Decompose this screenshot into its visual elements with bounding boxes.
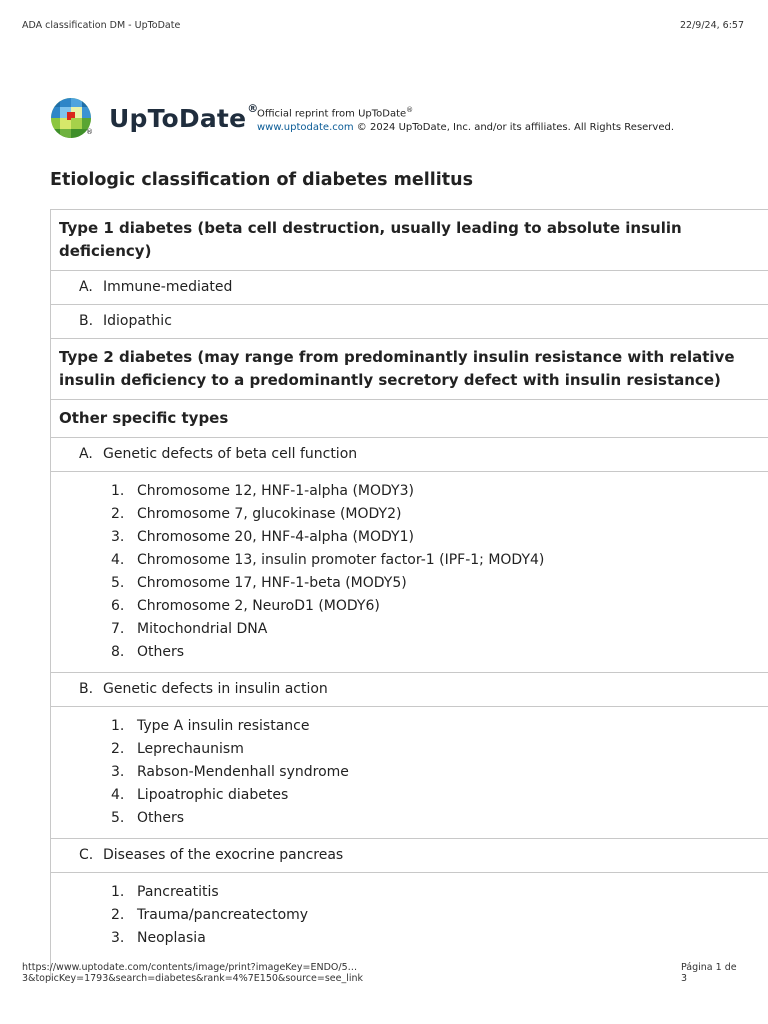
- item-text: Genetic defects of beta cell function: [103, 446, 358, 462]
- list-number: 3.: [111, 529, 125, 545]
- item-text: Immune-mediated: [103, 279, 233, 295]
- list-item: [111, 927, 741, 950]
- list-text: Chromosome 12, HNF-1-alpha (MODY3): [137, 483, 414, 499]
- list-text: Others: [137, 644, 185, 660]
- print-page-number: Página 1 de 3: [680, 962, 737, 984]
- subtype-item: [51, 305, 768, 339]
- list-text: Neoplasia: [137, 930, 206, 946]
- list-item: [111, 618, 741, 641]
- list-number: 1.: [111, 718, 125, 734]
- item-letter: C.: [79, 847, 94, 863]
- list-text: Chromosome 7, glucokinase (MODY2): [137, 506, 402, 522]
- list-text: Trauma/pancreatectomy: [137, 907, 309, 923]
- print-footer: [22, 962, 744, 984]
- copyright-text: © 2024 UpToDate, Inc. and/or its affiliates. All Rights Reserved.: [353, 122, 675, 134]
- brand-wordmark: UpToDate®: [109, 101, 259, 133]
- list-number: 2.: [111, 741, 125, 757]
- category-heading: Type 1 diabetes (beta cell destruction, usually leading to absolute insulin deficiency): [51, 210, 768, 271]
- category-heading: Type 2 diabetes (may range from predominantly insulin resistance with relative insulin deficiency to a predominantly secretory defect with insulin resistance): [51, 339, 768, 400]
- list-text: Pancreatitis: [137, 884, 219, 900]
- document-title: Etiologic classification of diabetes mellitus: [50, 170, 473, 190]
- numbered-list: [51, 873, 768, 958]
- reprint-line: Official reprint from UpToDate: [257, 108, 407, 120]
- list-text: Chromosome 20, HNF-4-alpha (MODY1): [137, 529, 414, 545]
- list-number: 5.: [111, 575, 125, 591]
- list-number: 3.: [111, 930, 125, 946]
- list-item: [111, 572, 741, 595]
- list-text: Chromosome 2, NeuroD1 (MODY6): [137, 598, 380, 614]
- list-item: [111, 784, 741, 807]
- list-text: Rabson-Mendenhall syndrome: [137, 764, 349, 780]
- list-number: 2.: [111, 907, 125, 923]
- list-number: 3.: [111, 764, 125, 780]
- list-item: [111, 881, 741, 904]
- subtype-item: [51, 673, 768, 707]
- list-number: 6.: [111, 598, 125, 614]
- numbered-list: [51, 707, 768, 839]
- list-item: [111, 549, 741, 572]
- list-number: 1.: [111, 884, 125, 900]
- subtype-item: [51, 438, 768, 472]
- list-number: 5.: [111, 810, 125, 826]
- list-number: 4.: [111, 552, 125, 568]
- list-text: Leprechaunism: [137, 741, 244, 757]
- list-item: [111, 738, 741, 761]
- item-letter: B.: [79, 681, 94, 697]
- list-item: [111, 480, 741, 503]
- subtype-item: [51, 839, 768, 873]
- classification-table: [50, 209, 768, 980]
- item-text: Genetic defects in insulin action: [103, 681, 328, 697]
- list-number: 1.: [111, 483, 125, 499]
- subtype-item: [51, 271, 768, 305]
- category-heading: Other specific types: [51, 400, 768, 438]
- list-item: [111, 503, 741, 526]
- list-item: [111, 807, 741, 830]
- list-number: 4.: [111, 787, 125, 803]
- list-text: Others: [137, 810, 185, 826]
- list-text: Lipoatrophic diabetes: [137, 787, 289, 803]
- list-number: 8.: [111, 644, 125, 660]
- item-letter: B.: [79, 313, 94, 329]
- list-number: 7.: [111, 621, 125, 637]
- uptodate-logo-icon: ®: [50, 97, 92, 139]
- item-letter: A.: [79, 279, 93, 295]
- list-text: Mitochondrial DNA: [137, 621, 268, 637]
- item-text: Idiopathic: [103, 313, 172, 329]
- list-item: [111, 641, 741, 664]
- print-header: [22, 20, 744, 31]
- numbered-list: [51, 472, 768, 673]
- list-text: Chromosome 13, insulin promoter factor-1 (IPF-1; MODY4): [137, 552, 545, 568]
- brand: [50, 97, 258, 139]
- list-number: 2.: [111, 506, 125, 522]
- list-item: [111, 715, 741, 738]
- list-item: [111, 761, 741, 784]
- list-item: [111, 904, 741, 927]
- print-url: https://www.uptodate.com/contents/image/print?imageKey=ENDO/5…3&topicKey=1793&search=diabetes&rank=4%7E150&source=see_link: [22, 962, 364, 984]
- item-text: Diseases of the exocrine pancreas: [103, 847, 344, 863]
- uptodate-link[interactable]: www.uptodate.com: [257, 122, 354, 134]
- list-text: Chromosome 17, HNF-1-beta (MODY5): [137, 575, 407, 591]
- item-letter: A.: [79, 446, 93, 462]
- print-datetime: 22/9/24, 6:57: [680, 20, 744, 31]
- list-text: Type A insulin resistance: [137, 718, 310, 734]
- print-page-title: ADA classification DM - UpToDate: [22, 20, 181, 31]
- list-item: [111, 595, 741, 618]
- reprint-notice: Official reprint from UpToDate® www.uptodate.com © 2024 UpToDate, Inc. and/or its affiliates. All Rights Reserved.: [257, 106, 675, 134]
- list-item: [111, 526, 741, 549]
